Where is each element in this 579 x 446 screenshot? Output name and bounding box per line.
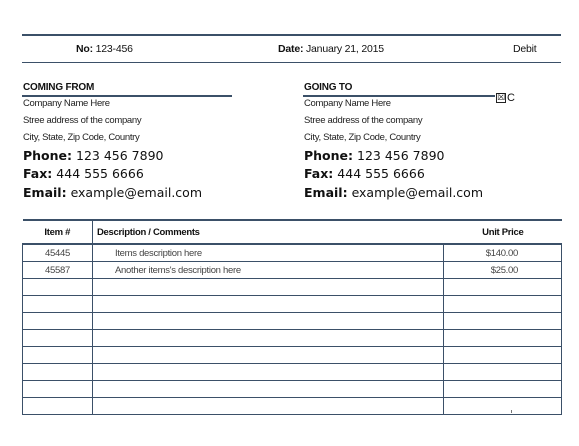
from-phone-label: Phone: — [23, 148, 73, 163]
col-header-blank — [304, 220, 444, 244]
to-street: Stree address of the company — [304, 115, 423, 126]
cell-description[interactable] — [93, 279, 444, 296]
cell-description[interactable]: Items description here — [93, 244, 444, 262]
to-city: City, State, Zip Code, Country — [304, 132, 421, 143]
to-fax-value: 444 555 6666 — [337, 166, 425, 181]
cell-item[interactable] — [23, 279, 93, 296]
table-row — [23, 381, 562, 398]
invoice-date-value: January 21, 2015 — [305, 43, 384, 55]
cell-description[interactable] — [93, 381, 444, 398]
from-fax-label: Fax: — [23, 166, 53, 181]
to-phone — [304, 148, 445, 163]
cell-description[interactable] — [93, 330, 444, 347]
to-fax — [304, 166, 425, 181]
to-email-value: example@email.com — [351, 185, 484, 200]
col-header-item: Item # — [23, 220, 93, 244]
to-phone-value: 123 456 7890 — [357, 148, 445, 163]
to-fax-label: Fax: — [304, 166, 334, 181]
checkbox-icon[interactable]: ☒ — [497, 93, 506, 103]
to-email — [304, 185, 483, 200]
cell-unit-price[interactable] — [444, 330, 562, 347]
cell-description[interactable] — [93, 364, 444, 381]
table-header-row — [23, 220, 562, 244]
cell-unit-price[interactable] — [444, 364, 562, 381]
cell-description[interactable] — [93, 313, 444, 330]
cell-item[interactable]: 45587 — [23, 262, 93, 279]
to-company: Company Name Here — [304, 98, 391, 109]
cell-unit-price[interactable]: $25.00 — [444, 262, 562, 279]
top-rule — [22, 34, 561, 36]
invoice-date-label: Date: — [278, 43, 304, 55]
coming-from-underline — [22, 95, 232, 97]
corner-tick-mark — [511, 410, 512, 413]
table-row — [23, 279, 562, 296]
from-phone — [23, 148, 164, 163]
coming-from-title: COMING FROM — [23, 82, 95, 93]
cell-description[interactable] — [93, 347, 444, 364]
col-header-description: Description / Comments — [93, 220, 304, 244]
cell-unit-price[interactable] — [444, 347, 562, 364]
table-row — [23, 398, 562, 415]
table-row — [23, 296, 562, 313]
to-email-label: Email: — [304, 185, 348, 200]
from-email — [23, 185, 202, 200]
cell-item[interactable] — [23, 296, 93, 313]
invoice-number-value: 123-456 — [95, 43, 133, 55]
cell-unit-price[interactable] — [444, 296, 562, 313]
from-fax-value: 444 555 6666 — [56, 166, 144, 181]
invoice-date — [278, 43, 384, 55]
degree-c-text: C — [507, 92, 515, 104]
from-phone-value: 123 456 7890 — [76, 148, 164, 163]
cell-description[interactable] — [93, 296, 444, 313]
debit-label: Debit — [513, 43, 537, 55]
cell-item[interactable] — [23, 347, 93, 364]
cell-unit-price[interactable] — [444, 381, 562, 398]
from-street: Stree address of the company — [23, 115, 142, 126]
cell-item[interactable] — [23, 398, 93, 415]
cell-item[interactable] — [23, 364, 93, 381]
invoice-number — [76, 43, 133, 55]
cell-item[interactable] — [23, 381, 93, 398]
from-fax — [23, 166, 144, 181]
table-row — [23, 313, 562, 330]
cell-unit-price[interactable] — [444, 398, 562, 415]
from-city: City, State, Zip Code, Country — [23, 132, 140, 143]
cell-item[interactable]: 45445 — [23, 244, 93, 262]
cell-item[interactable] — [23, 330, 93, 347]
going-to-underline — [303, 95, 495, 97]
table-row — [23, 244, 562, 262]
to-phone-label: Phone: — [304, 148, 354, 163]
cell-unit-price[interactable]: $140.00 — [444, 244, 562, 262]
from-company: Company Name Here — [23, 98, 110, 109]
from-email-label: Email: — [23, 185, 67, 200]
header-bottom-rule — [22, 62, 561, 63]
cell-description[interactable]: Another items's description here — [93, 262, 444, 279]
col-header-unit-price: Unit Price — [444, 220, 562, 244]
table-row — [23, 364, 562, 381]
cell-unit-price[interactable] — [444, 313, 562, 330]
from-email-value: example@email.com — [70, 185, 203, 200]
going-to-title: GOING TO — [304, 82, 353, 93]
table-row — [23, 347, 562, 364]
table-row — [23, 330, 562, 347]
cell-item[interactable] — [23, 313, 93, 330]
items-table — [22, 219, 562, 415]
cell-unit-price[interactable] — [444, 279, 562, 296]
invoice-number-label: No: — [76, 43, 93, 55]
table-row — [23, 262, 562, 279]
cell-description[interactable] — [93, 398, 444, 415]
